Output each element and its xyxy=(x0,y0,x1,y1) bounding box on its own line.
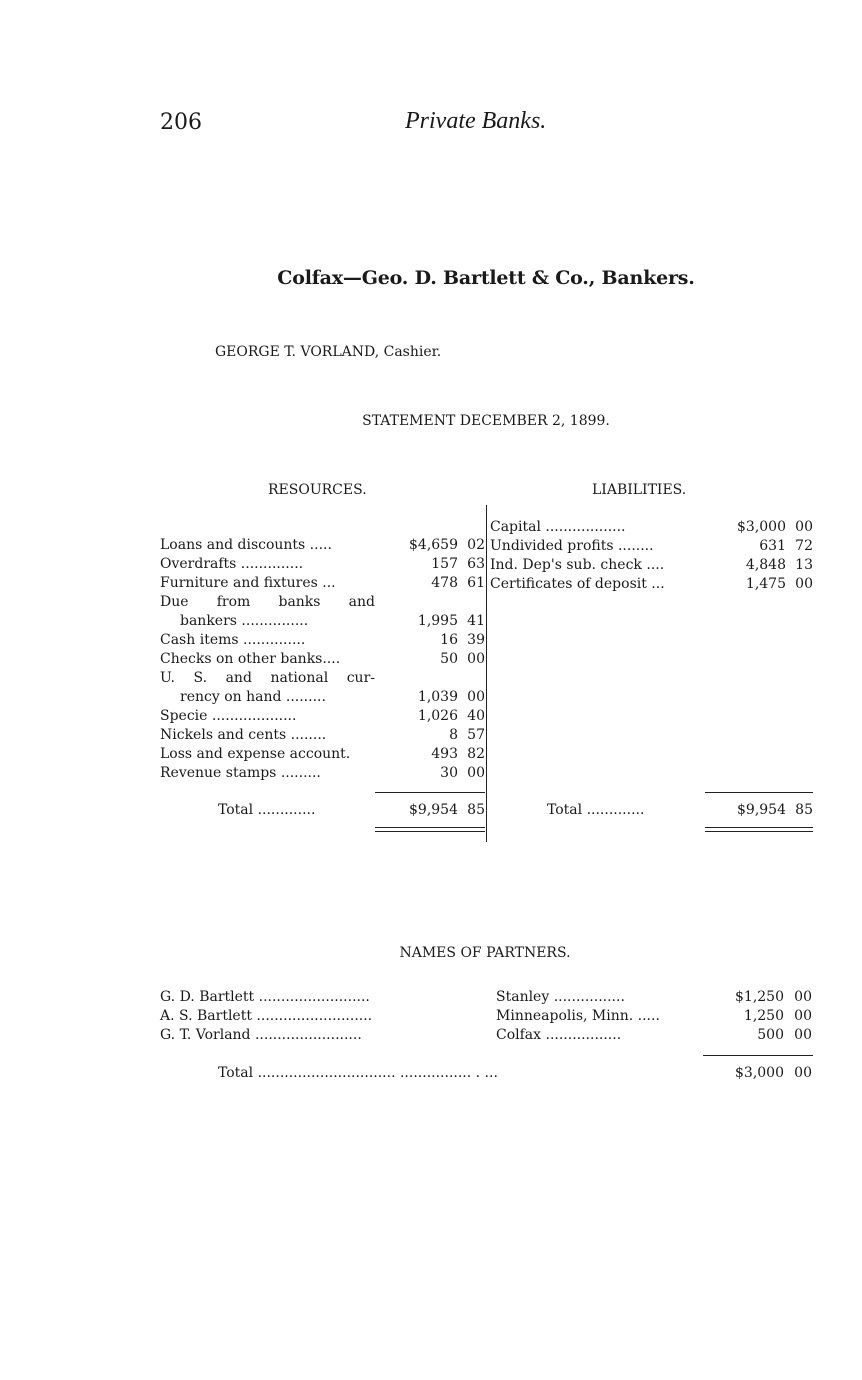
resource-cents: 00 xyxy=(467,765,485,781)
partners-total-label: Total ............................... ................ . ... xyxy=(218,1065,498,1081)
resource-label: Furniture and fixtures ... xyxy=(160,575,336,591)
liability-label: Undivided profits ........ xyxy=(490,538,654,554)
liability-dollars: 631 xyxy=(759,538,786,554)
statement-date: STATEMENT DECEMBER 2, 1899. xyxy=(362,413,610,429)
partner-name: A. S. Bartlett .......................... xyxy=(160,1008,373,1024)
resource-dollars: 157 xyxy=(431,556,458,572)
resource-label: Revenue stamps ......... xyxy=(160,765,321,781)
liabilities-double-rule-2 xyxy=(705,831,813,832)
resource-label: Overdrafts .............. xyxy=(160,556,304,572)
partners-heading: NAMES OF PARTNERS. xyxy=(399,945,571,961)
resource-label: bankers ............... xyxy=(180,613,309,629)
liability-dollars: $3,000 xyxy=(737,519,786,535)
liabilities-total-cents: 85 xyxy=(795,802,813,818)
liability-label: Certificates of deposit ... xyxy=(490,576,665,592)
resources-double-rule-2 xyxy=(375,831,485,832)
liability-label: Ind. Dep's sub. check .... xyxy=(490,557,665,573)
resource-label: Cash items .............. xyxy=(160,632,306,648)
liability-label: Capital .................. xyxy=(490,519,626,535)
resource-label: Loss and expense account. xyxy=(160,746,351,762)
resource-dollars: $4,659 xyxy=(409,537,458,553)
partner-residence: Minneapolis, Minn. ..... xyxy=(496,1008,660,1024)
resources-double-rule-1 xyxy=(375,827,485,828)
liability-cents: 00 xyxy=(795,519,813,535)
resource-cents: 40 xyxy=(467,708,485,724)
liabilities-double-rule-1 xyxy=(705,827,813,828)
liabilities-heading: LIABILITIES. xyxy=(592,482,687,498)
resource-cents: 39 xyxy=(467,632,485,648)
resource-cents: 82 xyxy=(467,746,485,762)
page-number: 206 xyxy=(160,110,202,135)
cashier-line: GEORGE T. VORLAND, Cashier. xyxy=(215,344,442,360)
liability-cents: 00 xyxy=(795,576,813,592)
resource-cents: 00 xyxy=(467,689,485,705)
partner-dollars: 500 xyxy=(757,1027,784,1043)
resource-label: Due from banks and xyxy=(160,594,375,610)
resource-dollars: 50 xyxy=(440,651,458,667)
resource-dollars: 1,995 xyxy=(417,613,458,629)
resources-total-rule xyxy=(375,792,485,793)
liabilities-total-dollars: $9,954 xyxy=(737,802,786,818)
resources-total-cents: 85 xyxy=(467,802,485,818)
partner-residence: Stanley ................ xyxy=(496,989,625,1005)
liability-dollars: 4,848 xyxy=(745,557,786,573)
resource-dollars: 8 xyxy=(449,727,458,743)
partner-residence: Colfax ................. xyxy=(496,1027,622,1043)
resource-label: Nickels and cents ........ xyxy=(160,727,327,743)
liabilities-total-rule xyxy=(705,792,813,793)
resource-label: Checks on other banks.... xyxy=(160,651,341,667)
resource-cents: 41 xyxy=(467,613,485,629)
partner-name: G. D. Bartlett ......................... xyxy=(160,989,370,1005)
resource-label: Loans and discounts ..... xyxy=(160,537,332,553)
partners-total-cents: 00 xyxy=(794,1065,812,1081)
resource-cents: 02 xyxy=(467,537,485,553)
resource-dollars: 493 xyxy=(431,746,458,762)
partner-cents: 00 xyxy=(794,989,812,1005)
resources-total-dollars: $9,954 xyxy=(409,802,458,818)
resource-label: U. S. and national cur- xyxy=(160,670,375,686)
resource-cents: 61 xyxy=(467,575,485,591)
partner-dollars: $1,250 xyxy=(735,989,784,1005)
resource-label: Specie ................... xyxy=(160,708,297,724)
resource-dollars: 1,026 xyxy=(417,708,458,724)
resource-label: rency on hand ......... xyxy=(180,689,326,705)
resource-cents: 63 xyxy=(467,556,485,572)
partner-dollars: 1,250 xyxy=(743,1008,784,1024)
resource-dollars: 478 xyxy=(431,575,458,591)
partner-name: G. T. Vorland ........................ xyxy=(160,1027,362,1043)
bank-title: Colfax—Geo. D. Bartlett & Co., Bankers. xyxy=(277,267,695,289)
resource-dollars: 1,039 xyxy=(417,689,458,705)
partner-cents: 00 xyxy=(794,1008,812,1024)
resources-total-label: Total ............. xyxy=(218,802,316,818)
partners-total-rule xyxy=(703,1055,813,1056)
resource-cents: 57 xyxy=(467,727,485,743)
liability-dollars: 1,475 xyxy=(745,576,786,592)
column-divider xyxy=(486,505,487,842)
liabilities-total-label: Total ............. xyxy=(547,802,645,818)
liability-cents: 13 xyxy=(795,557,813,573)
resource-dollars: 16 xyxy=(440,632,458,648)
resource-cents: 00 xyxy=(467,651,485,667)
resources-heading: RESOURCES. xyxy=(268,482,367,498)
resource-dollars: 30 xyxy=(440,765,458,781)
partner-cents: 00 xyxy=(794,1027,812,1043)
liability-cents: 72 xyxy=(795,538,813,554)
partners-total-dollars: $3,000 xyxy=(735,1065,784,1081)
running-title: Private Banks. xyxy=(405,108,547,134)
